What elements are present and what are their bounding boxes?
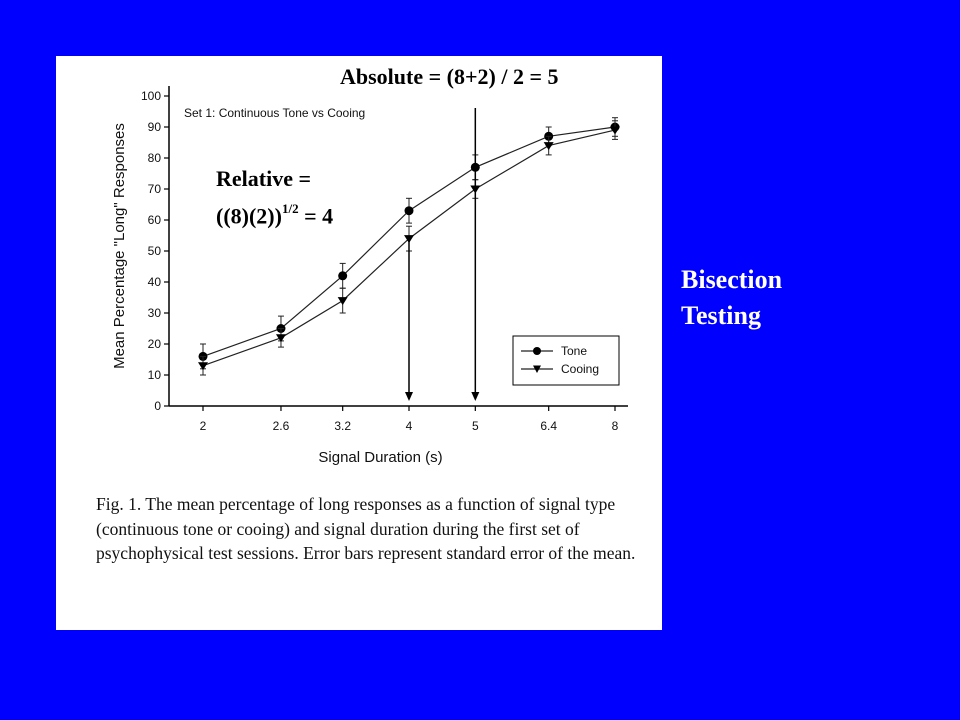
bisection-testing-label: [681, 262, 782, 334]
data-point-cooing: [544, 142, 554, 150]
data-point-cooing: [338, 297, 348, 305]
y-tick-label: 100: [140, 89, 161, 103]
data-point-cooing: [198, 362, 208, 370]
x-tick-label: 2: [199, 419, 207, 433]
absolute-annotation: Absolute = (8+2) / 2 = 5: [340, 64, 559, 89]
annotation-arrow-head: [471, 392, 479, 401]
annotation-arrow-head: [405, 392, 413, 401]
y-tick-label: 90: [147, 120, 161, 134]
x-tick-label: 8: [611, 419, 619, 433]
y-tick-label: 30: [147, 306, 161, 320]
relative-annotation-line1: Relative =: [216, 166, 312, 191]
x-tick-label: 4: [405, 419, 413, 433]
relative-annotation-line2: [216, 203, 333, 229]
data-point-cooing: [276, 334, 286, 342]
legend-label: Tone: [561, 344, 588, 358]
y-tick-label: 60: [147, 213, 161, 227]
y-tick-label: 50: [147, 244, 161, 258]
y-tick-label: 40: [147, 275, 161, 289]
relative-exponent: 1/2: [281, 201, 299, 216]
relative-result: = 4: [298, 203, 334, 229]
data-point-tone: [338, 271, 347, 280]
y-tick-label: 70: [147, 182, 161, 196]
relative-base: ((8)(2)): [216, 203, 282, 229]
legend-label: Cooing: [561, 362, 600, 376]
data-point-tone: [405, 206, 414, 215]
y-tick-label: 10: [147, 368, 161, 382]
y-tick-label: 0: [154, 399, 161, 413]
x-axis-label: Signal Duration (s): [318, 449, 443, 466]
y-axis-label: Mean Percentage "Long" Responses: [111, 123, 128, 369]
side-label-line1: Bisection: [681, 265, 783, 294]
chart-title: Set 1: Continuous Tone vs Cooing: [184, 106, 366, 120]
x-tick-label: 3.2: [334, 419, 352, 433]
legend-marker: [533, 347, 541, 355]
side-label-line2: Testing: [681, 301, 761, 330]
figure-caption: Fig. 1. The mean percentage of long responses as a function of signal type (continuous tone or cooing) and signal duration during the first set of psychophysical test sessions. Error bars represent standard error of the mean.: [96, 494, 636, 563]
y-tick-label: 20: [147, 337, 161, 351]
x-tick-label: 6.4: [540, 419, 558, 433]
y-tick-label: 80: [147, 151, 161, 165]
x-tick-label: 2.6: [272, 419, 290, 433]
x-tick-label: 5: [471, 419, 479, 433]
